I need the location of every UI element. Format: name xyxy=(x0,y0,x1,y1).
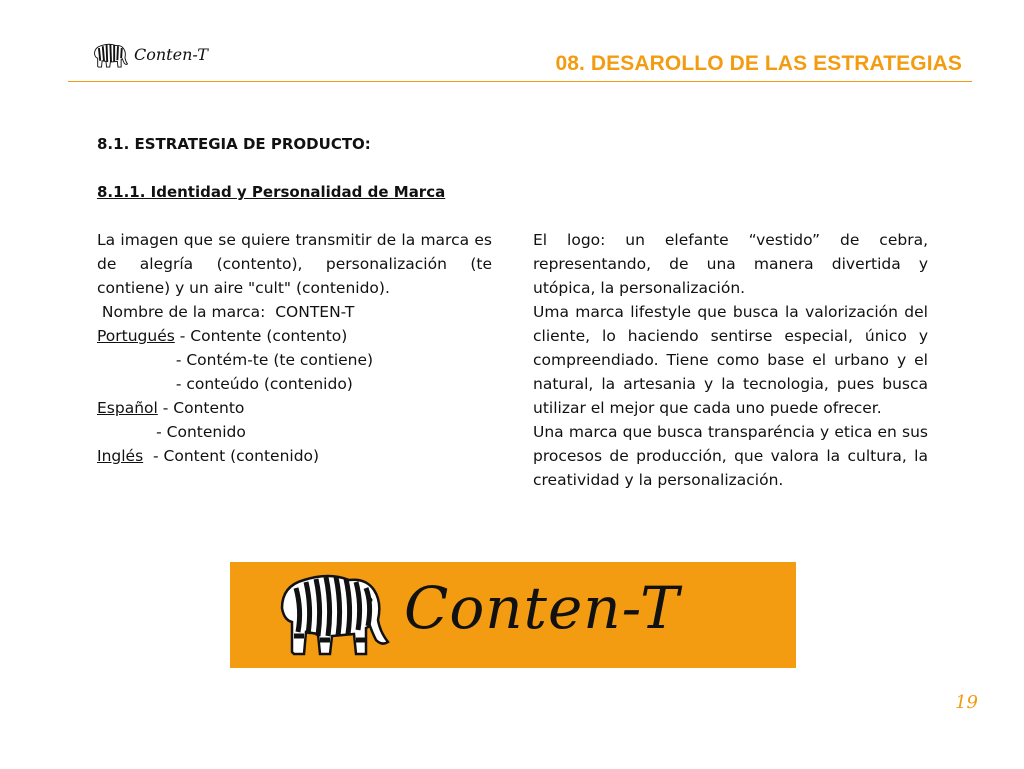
header-logo xyxy=(92,38,232,74)
right-paragraph-values: Una marca que busca transparéncia y etica en sus procesos de producción, que valora la cultura, la creatividad y la personalización. xyxy=(533,423,928,489)
espanol-item: - Contento xyxy=(157,399,245,417)
page-number: 19 xyxy=(955,692,978,713)
portugues-item: - conteúdo (contenido) xyxy=(97,375,353,393)
right-column xyxy=(533,228,928,492)
banner-logo-text: Conten-T xyxy=(404,574,680,642)
right-paragraph-logo: El logo: un elefante “vestido” de cebra, representando, de una manera divertida y utópica, la personalización. xyxy=(533,231,928,297)
left-intro: La imagen que se quiere transmitir de la marca es de alegría (contento), personalización (te contiene) y un aire "cult" (contenido). xyxy=(97,231,492,297)
zebra-elephant-icon xyxy=(270,570,398,660)
right-paragraph-lifestyle: Uma marca lifestyle que busca la valorización del cliente, lo haciendo sentirse especial, único y compreendiado. Tiene como base el urbano y el natural, la artesania y la tecnologia, pues busca utilizar el mejor que cada uno puede ofrecer. xyxy=(533,303,928,417)
zebra-elephant-icon xyxy=(92,41,130,71)
brand-name-line: Nombre de la marca: CONTEN-T xyxy=(97,303,355,321)
heading-main: 8.1. ESTRATEGIA DE PRODUCTO: xyxy=(97,135,371,153)
left-column xyxy=(97,228,492,468)
heading-sub: 8.1.1. Identidad y Personalidad de Marca xyxy=(97,183,446,201)
portugues-label: Portugués xyxy=(97,327,175,345)
brand-banner xyxy=(230,562,796,668)
header-divider xyxy=(68,81,972,82)
portugues-item: - Contente (contento) xyxy=(174,327,348,345)
espanol-row xyxy=(97,396,492,420)
ingles-label: Inglés xyxy=(97,447,144,465)
espanol-label: Español xyxy=(97,399,158,417)
portugues-row xyxy=(97,324,492,348)
portugues-item: - Contém-te (te contiene) xyxy=(97,351,374,369)
header-logo-text: Conten-T xyxy=(134,45,208,64)
section-title: 08. DESAROLLO DE LAS ESTRATEGIAS xyxy=(555,52,962,75)
ingles-item: - Content (contenido) xyxy=(143,447,320,465)
espanol-item: - Contenido xyxy=(97,423,246,441)
ingles-row xyxy=(97,444,492,468)
